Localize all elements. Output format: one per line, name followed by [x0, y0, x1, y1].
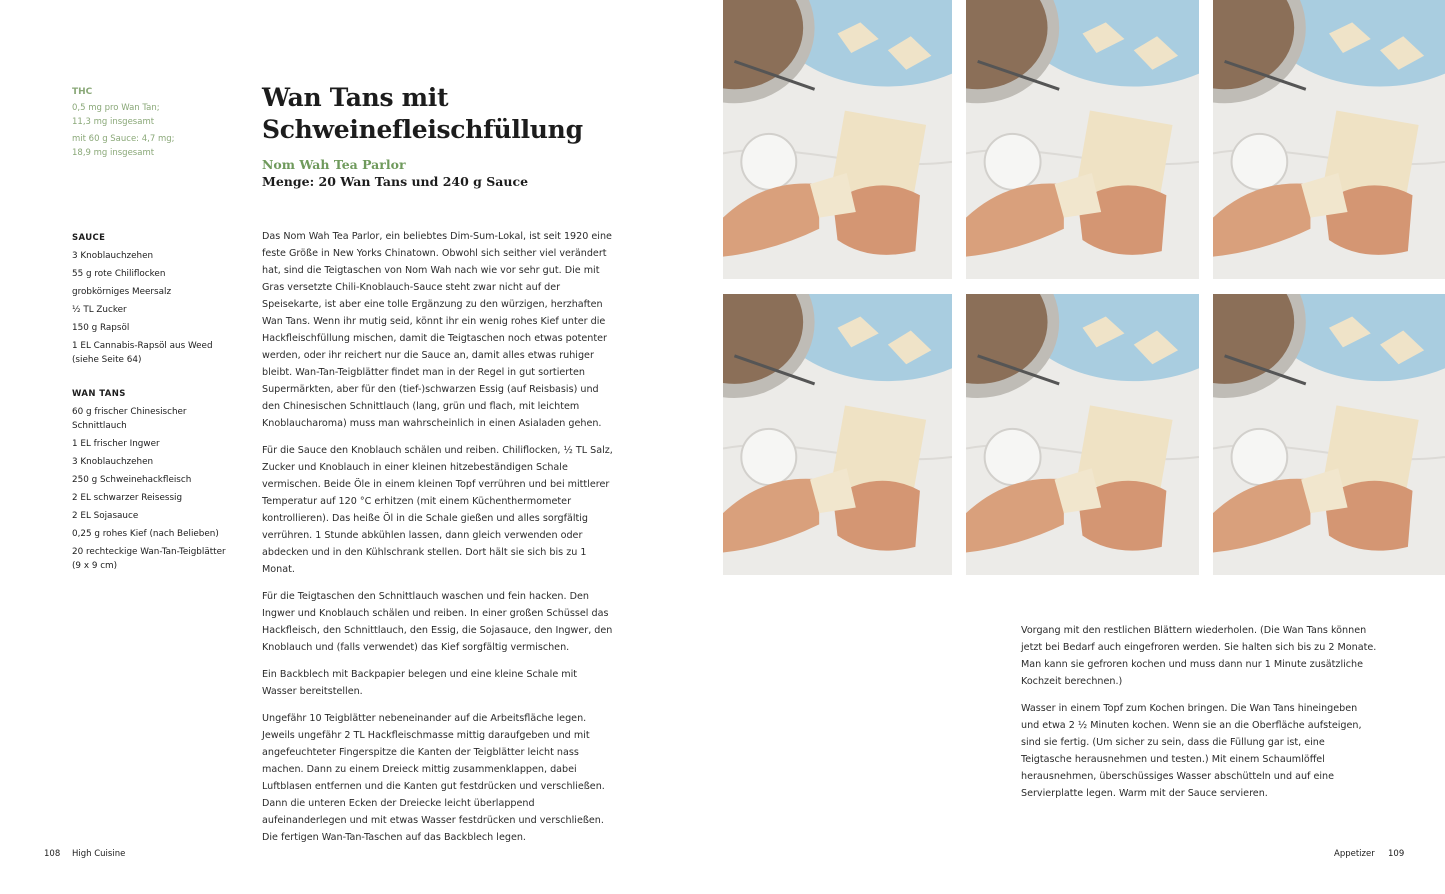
- ingredient-item: 0,25 g rohes Kief (nach Belieben): [72, 529, 219, 539]
- running-head-left: High Cuisine: [72, 849, 126, 859]
- ingredient-item: 3 Knoblauchzehen: [72, 251, 154, 261]
- page-number-left: 108: [44, 849, 61, 859]
- recipe-title-line: Wan Tans mit: [262, 83, 449, 112]
- recipe-title-line: Schweinefleischfüllung: [262, 115, 583, 144]
- recipe-title: [262, 82, 682, 146]
- ingredients-heading: WAN TANS: [72, 389, 126, 399]
- recipe-yield: Menge: 20 Wan Tans und 240 g Sauce: [262, 174, 529, 189]
- ingredient-item: 250 g Schweinehackfleisch: [72, 475, 192, 485]
- thc-line: mit 60 g Sauce: 4,7 mg;: [72, 134, 175, 144]
- step-photo: [1213, 294, 1445, 575]
- thc-line: 0,5 mg pro Wan Tan;: [72, 103, 160, 113]
- ingredient-item: 3 Knoblauchzehen: [72, 457, 154, 467]
- paragraph: Ein Backblech mit Backpapier belegen und eine kleine Schale mit Wasser bereitstellen.: [262, 669, 578, 697]
- step-photo: [1213, 0, 1445, 279]
- ingredient-item: 1 EL Cannabis-Rapsöl aus Weed (siehe Seite 64): [72, 341, 213, 365]
- step-photo: [966, 0, 1199, 279]
- ingredient-item: 60 g frischer Chinesischer Schnittlauch: [72, 407, 187, 431]
- step-photo: [966, 294, 1199, 575]
- paragraph: Das Nom Wah Tea Parlor, ein beliebtes Dim-Sum-Lokal, ist seit 1920 eine feste Größe in New Yorks Chinatown. Obwohl sich seither viel verändert hat, sind die Teigtaschen von Nom Wah nach wie vor sehr gut. Die mit Gras versetzte Chili-Knoblauch-Sauce steht zwar nicht auf der Speisekarte, ist aber eine tolle Ergänzung zu den würzigen, herzhaften Wan Tans. Wenn ihr mutig seid, könnt ihr ein wenig rohes Kief unter die Hackfleischfüllung mischen, damit die Teigtaschen noch etwas potenter werden, oder ihr reichert nur die Sauce an, damit alles etwas ruhiger bleibt. Wan-Tan-Teigblätter findet man in der Regel in gut sortierten Supermärkten, aber für den (tief-)schwarzen Essig (auf Reisbasis) und den Chinesischen Schnittlauch (lang, grün und flach, mit leichtem Knoblaucharoma) muss man wahrscheinlich in einen Asialaden gehen.: [262, 231, 612, 429]
- thc-info: [72, 101, 175, 160]
- thc-line: 18,9 mg insgesamt: [72, 148, 155, 158]
- page-number-right: 109: [1388, 849, 1405, 859]
- paragraph: Für die Teigtaschen den Schnittlauch waschen und fein hacken. Den Ingwer und Knoblauch schälen und reiben. In einer großen Schüssel das Hackfleisch, den Schnittlauch, den Essig, die Sojasauce, den Ingwer, den Knoblauch und (falls verwendet) das Kief sorgfältig vermischen.: [262, 591, 613, 653]
- recipe-source: Nom Wah Tea Parlor: [262, 157, 406, 172]
- instructions-right: [1021, 622, 1377, 812]
- paragraph: Für die Sauce den Knoblauch schälen und reiben. Chiliflocken, ½ TL Salz, Zucker und Knoblauch in einer kleinen hitzebeständigen Schale vermischen. Beide Öle in einem kleinen Topf verrühren und bei mittlerer Temperatur auf 120 °C erhitzen (mit einem Küchenthermometer kontrollieren). Das heiße Öl in die Schale gießen und alles sorgfältig verrühren. 1 Stunde abkühlen lassen, dann gleich verwenden oder abdecken und in den Kühlschrank stellen. Dort hält sie sich bis zu 1 Monat.: [262, 445, 613, 575]
- ingredient-item: 1 EL frischer Ingwer: [72, 439, 160, 449]
- paragraph: Vorgang mit den restlichen Blättern wiederholen. (Die Wan Tans können jetzt bei Bedarf auch eingefroren werden. Sie halten sich bis zu 2 Monate. Man kann sie gefroren kochen und muss dann nur 1 Minute zusätzliche Kochzeit berechnen.): [1021, 625, 1377, 687]
- paragraph: Wasser in einem Topf zum Kochen bringen. Die Wan Tans hineingeben und etwa 2 ½ Minuten kochen. Wenn sie an die Oberfläche aufsteigen, sind sie fertig. (Um sicher zu sein, dass die Füllung gar ist, eine Teigtasche herausnehmen und testen.) Mit einem Schaumlöffel herausnehmen, überschüssiges Wasser abschütteln und auf eine Servierplatte legen. Warm mit der Sauce servieren.: [1021, 703, 1362, 799]
- ingredient-item: 20 rechteckige Wan-Tan-Teigblätter (9 x 9 cm): [72, 547, 226, 571]
- ingredient-item: 55 g rote Chiliflocken: [72, 269, 166, 279]
- ingredients-sauce: [72, 231, 232, 371]
- step-photo: [723, 294, 952, 575]
- ingredient-item: grobkörniges Meersalz: [72, 287, 172, 297]
- thc-label: THC: [72, 87, 93, 97]
- paragraph: Ungefähr 10 Teigblätter nebeneinander auf die Arbeitsfläche legen. Jeweils ungefähr 2 TL Hackfleischmasse mittig daraufgeben und mit angefeuchteter Fingerspitze die Kanten der Teigblätter leicht nass machen. Dann zu einem Dreieck mittig zusammenklappen, dabei Luftblasen entfernen und die Kanten gut festdrücken und verschließen. Dann die unteren Ecken der Dreiecke leicht überlappend aufeinanderlegen und mit etwas Wasser festdrücken und verschließen. Die fertigen Wan-Tan-Taschen auf das Backblech legen.: [262, 713, 605, 843]
- ingredients-wantans: [72, 387, 232, 577]
- running-head-right: Appetizer: [1334, 849, 1375, 859]
- ingredient-item: 2 EL schwarzer Reisessig: [72, 493, 183, 503]
- thc-line: 11,3 mg insgesamt: [72, 117, 155, 127]
- instructions-left: [262, 228, 614, 856]
- ingredient-item: ½ TL Zucker: [72, 305, 127, 315]
- step-photo: [723, 0, 952, 279]
- ingredients-heading: SAUCE: [72, 233, 106, 243]
- ingredient-item: 150 g Rapsöl: [72, 323, 130, 333]
- ingredient-item: 2 EL Sojasauce: [72, 511, 139, 521]
